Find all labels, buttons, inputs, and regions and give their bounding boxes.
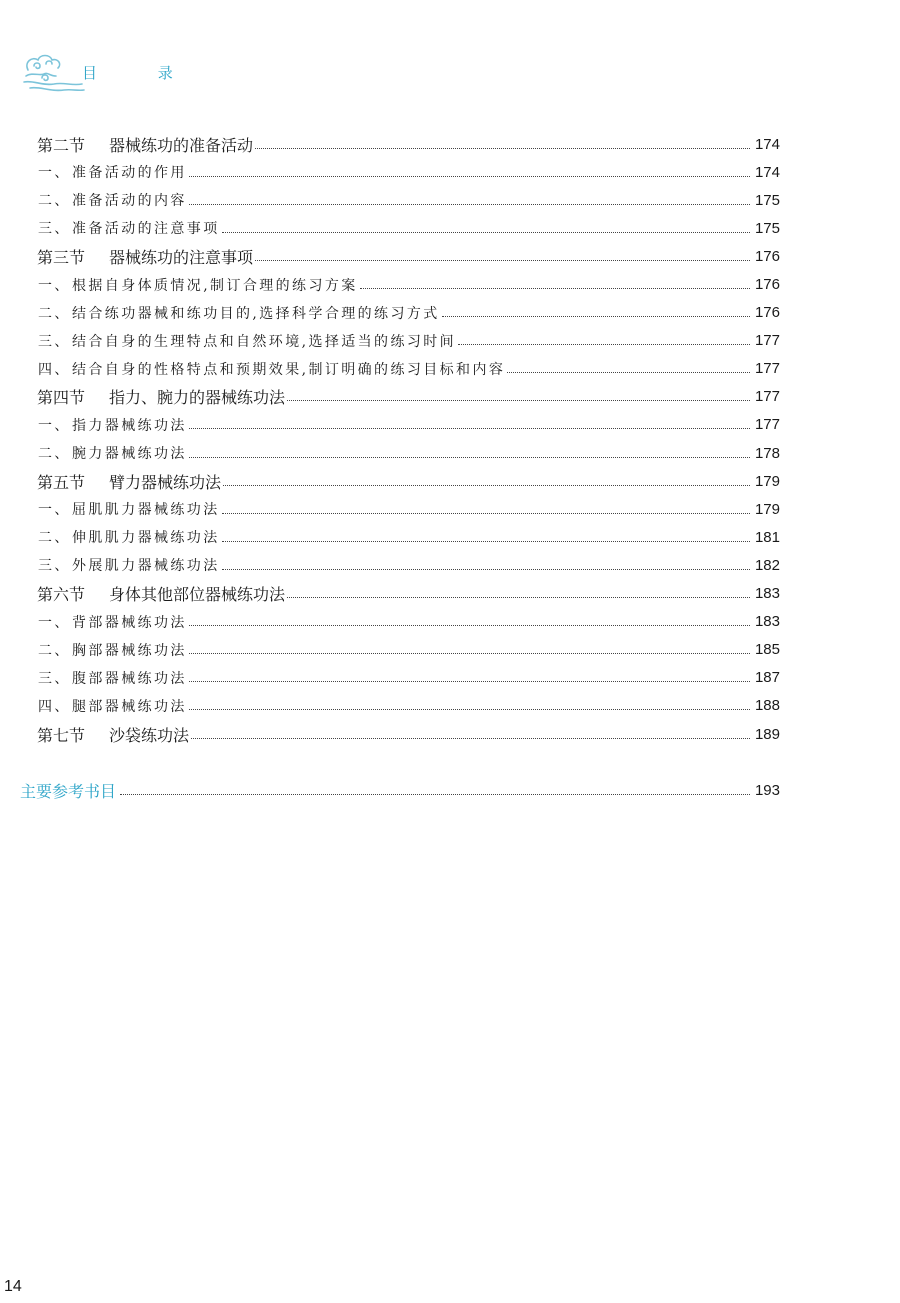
toc-entry-number: 四、 [38, 361, 71, 378]
toc-entry-page: 176 [754, 247, 780, 265]
toc-subsection-entry[interactable] [0, 523, 900, 551]
toc-entry-title [37, 582, 285, 605]
toc-entry-number: 二、 [38, 642, 71, 659]
dot-leader [255, 260, 750, 261]
toc-entry-text: 准备活动的注意事项 [72, 221, 220, 238]
toc-entry-title [38, 359, 505, 379]
toc-entry-page: 183 [754, 613, 780, 631]
toc-entry-text: 结合自身的性格特点和预期效果,制订明确的练习目标和内容 [72, 361, 506, 378]
dot-leader [255, 148, 750, 149]
toc-entry-page: 177 [754, 332, 780, 350]
dot-leader [189, 709, 750, 710]
toc-entry-number: 第七节 [37, 725, 86, 745]
toc-entry-page: 187 [754, 669, 780, 687]
toc-entry-number: 第二节 [37, 135, 86, 155]
dot-leader [222, 541, 750, 542]
toc-section-entry[interactable] [0, 242, 900, 270]
toc-entry-text: 腹部器械练功法 [72, 670, 187, 687]
toc-subsection-entry[interactable] [0, 327, 900, 355]
bibliography-page: 193 [754, 781, 780, 799]
toc-entry-text: 伸肌肌力器械练功法 [72, 530, 220, 547]
dot-leader [189, 681, 750, 682]
toc-entry-title [38, 555, 220, 575]
toc-entry-page: 175 [754, 219, 780, 237]
toc-entry-text: 器械练功的注意事项 [109, 247, 254, 267]
toc-entry-bibliography[interactable] [20, 776, 780, 804]
page-header [20, 50, 320, 100]
toc-subsection-entry[interactable] [0, 439, 900, 467]
toc-entry-text: 结合练功器械和练功目的,选择科学合理的练习方式 [72, 305, 440, 322]
dot-leader [189, 653, 750, 654]
toc-entry-text: 腕力器械练功法 [72, 446, 187, 463]
toc-entry-page: 176 [754, 304, 780, 322]
toc-section-entry[interactable] [0, 383, 900, 411]
toc-entry-number: 一、 [38, 165, 71, 182]
toc-entry-number: 第三节 [37, 247, 86, 267]
toc-entry-page: 185 [754, 641, 780, 659]
toc-entry-text: 胸部器械练功法 [72, 642, 187, 659]
dot-leader [507, 372, 750, 373]
toc-entry-text: 身体其他部位器械练功法 [109, 585, 286, 605]
bibliography-title: 主要参考书目 [20, 781, 117, 801]
toc-subsection-entry[interactable] [0, 692, 900, 720]
dot-leader [222, 569, 750, 570]
toc-entry-number: 二、 [38, 446, 71, 463]
toc-entry-page: 189 [754, 725, 780, 743]
toc-entry-number: 一、 [38, 502, 71, 519]
toc-entry-title [38, 275, 358, 295]
toc-entry-title [38, 443, 187, 463]
toc-entry-page: 179 [754, 500, 780, 518]
toc-entry-text: 屈肌肌力器械练功法 [72, 502, 220, 519]
toc-entry-title [37, 245, 253, 268]
toc-entry-page: 179 [754, 472, 780, 490]
toc-entry-number: 三、 [38, 333, 71, 350]
toc-entry-text: 指力器械练功法 [72, 417, 187, 434]
dot-leader [360, 288, 750, 289]
toc-subsection-entry[interactable] [0, 636, 900, 664]
toc-subsection-entry[interactable] [0, 495, 900, 523]
toc-subsection-entry[interactable] [0, 214, 900, 242]
toc-entry-page: 181 [754, 528, 780, 546]
toc-entry-page: 188 [754, 697, 780, 715]
toc-entry-text: 臂力器械练功法 [109, 472, 222, 492]
toc-entry-text: 背部器械练功法 [72, 614, 187, 631]
toc-entry-page: 183 [754, 585, 780, 603]
toc-entry-text: 外展肌力器械练功法 [72, 558, 220, 575]
toc-entry-title [37, 133, 253, 156]
toc-entry-title [38, 415, 187, 435]
toc-subsection-entry[interactable] [0, 158, 900, 186]
toc-entry-title [38, 612, 187, 632]
toc-entry-text: 器械练功的准备活动 [109, 135, 254, 155]
toc-section-entry[interactable] [0, 130, 900, 158]
toc-entry-number: 第六节 [37, 585, 86, 605]
toc-entry-text: 指力、腕力的器械练功法 [109, 388, 286, 408]
dot-leader [223, 485, 750, 486]
dot-leader [287, 400, 750, 401]
toc-entry-title [37, 385, 285, 408]
toc-entry-page: 177 [754, 416, 780, 434]
page-number: 14 [4, 1278, 22, 1295]
toc-entry-number: 第五节 [37, 472, 86, 492]
toc-entry-number: 二、 [38, 530, 71, 547]
toc-entry-number: 二、 [38, 193, 71, 210]
toc-entry-title [38, 218, 220, 238]
toc-entry-title [38, 527, 220, 547]
toc-subsection-entry[interactable] [0, 608, 900, 636]
toc-entry-title [37, 470, 221, 493]
toc-entry-number: 三、 [38, 670, 71, 687]
toc-entry-number: 四、 [38, 698, 71, 715]
dot-leader [222, 232, 750, 233]
toc-subsection-entry[interactable] [0, 664, 900, 692]
dot-leader [189, 204, 750, 205]
dot-leader [120, 794, 750, 795]
toc-section-entry[interactable] [0, 580, 900, 608]
toc-entry-number: 二、 [38, 305, 71, 322]
dot-leader [287, 597, 750, 598]
dot-leader [189, 457, 750, 458]
toc-entry-number: 三、 [38, 558, 71, 575]
toc-entry-title [38, 668, 187, 688]
toc-entry-text: 结合自身的生理特点和自然环境,选择适当的练习时间 [72, 333, 457, 350]
toc-section-entry[interactable] [0, 467, 900, 495]
dot-leader [222, 513, 750, 514]
toc-subsection-entry[interactable] [0, 411, 900, 439]
toc-subsection-entry[interactable] [0, 551, 900, 579]
toc-entry-text: 沙袋练功法 [109, 725, 190, 745]
toc-entry-page: 176 [754, 276, 780, 294]
toc-entry-page: 174 [754, 163, 780, 181]
toc-entry-number: 一、 [38, 417, 71, 434]
toc-entry-page: 174 [754, 135, 780, 153]
toc-entry-text: 腿部器械练功法 [72, 698, 187, 715]
toc-entry-title [38, 162, 187, 182]
dot-leader [191, 738, 750, 739]
dot-leader [458, 344, 750, 345]
dot-leader [189, 176, 750, 177]
toc-entry-text: 根据自身体质情况,制订合理的练习方案 [72, 277, 358, 294]
toc-subsection-entry[interactable] [0, 355, 900, 383]
toc-entry-text: 准备活动的作用 [72, 165, 187, 182]
toc-entry-title [37, 723, 189, 746]
toc-entry-number: 一、 [38, 614, 71, 631]
toc-entry-title [38, 499, 220, 519]
table-of-contents [0, 130, 900, 748]
toc-entry-page: 182 [754, 556, 780, 574]
toc-subsection-entry[interactable] [0, 299, 900, 327]
toc-subsection-entry[interactable] [0, 270, 900, 298]
toc-entry-page: 177 [754, 360, 780, 378]
toc-entry-title [38, 190, 187, 210]
toc-entry-page: 178 [754, 444, 780, 462]
toc-entry-title [38, 640, 187, 660]
toc-entry-number: 第四节 [37, 388, 86, 408]
header-title: 目 录 [82, 64, 201, 82]
toc-entry-text: 准备活动的内容 [72, 193, 187, 210]
cloud-wave-icon [20, 50, 88, 96]
toc-section-entry[interactable] [0, 720, 900, 748]
toc-entry-number: 一、 [38, 277, 71, 294]
toc-entry-title [38, 696, 187, 716]
dot-leader [442, 316, 750, 317]
toc-entry-title [38, 303, 440, 323]
dot-leader [189, 428, 750, 429]
dot-leader [189, 625, 750, 626]
toc-entry-page: 175 [754, 191, 780, 209]
toc-entry-number: 三、 [38, 221, 71, 238]
toc-entry-page: 177 [754, 388, 780, 406]
toc-entry-title [38, 331, 456, 351]
toc-subsection-entry[interactable] [0, 186, 900, 214]
